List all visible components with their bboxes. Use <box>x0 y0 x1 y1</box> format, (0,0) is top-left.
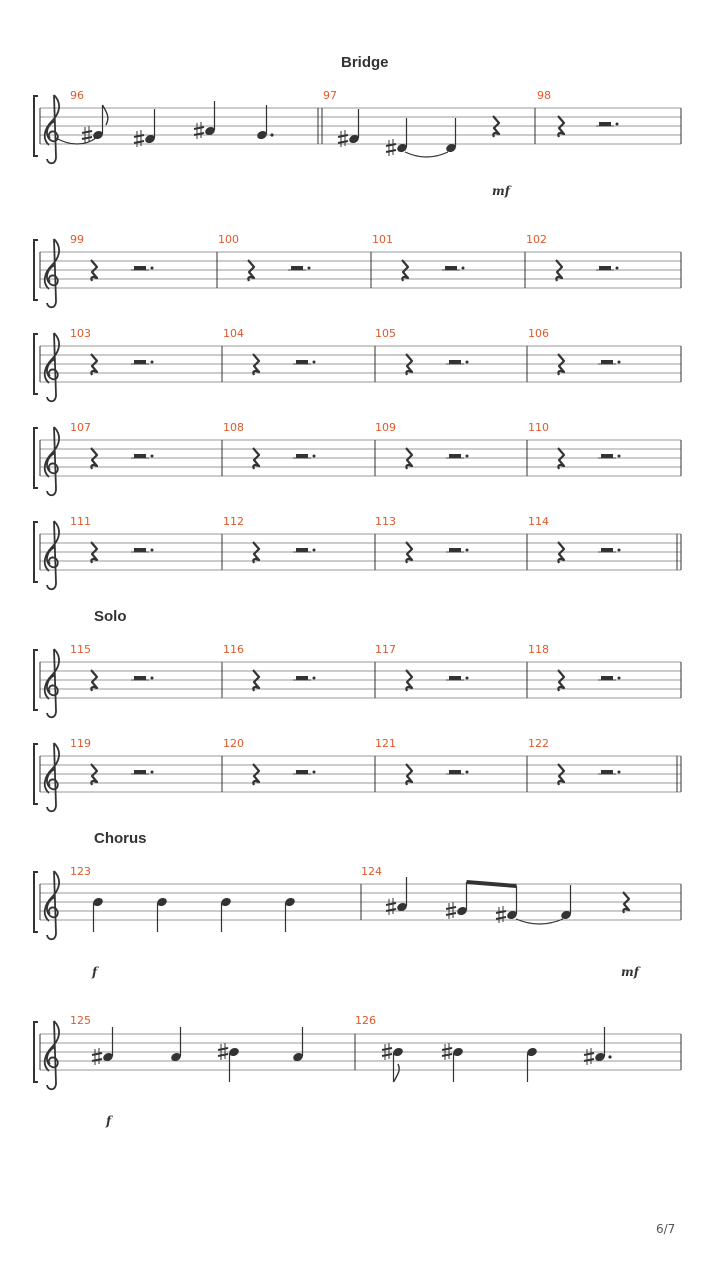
sharp-accidental <box>386 898 396 915</box>
measure-number: 98 <box>537 89 551 102</box>
section-title-solo: Solo <box>94 608 127 625</box>
measure-number: 99 <box>70 233 84 246</box>
measure-number: 122 <box>528 737 549 750</box>
system-bracket <box>34 334 38 394</box>
measure-number: 97 <box>323 89 337 102</box>
measure-number: 114 <box>528 515 549 528</box>
treble-clef-icon <box>45 871 59 939</box>
note-beam <box>467 882 517 886</box>
sharp-accidental <box>584 1048 594 1065</box>
treble-clef-icon <box>45 95 59 163</box>
measure-number: 120 <box>223 737 244 750</box>
sharp-accidental <box>386 139 396 156</box>
measure-number: 108 <box>223 421 244 434</box>
dotted-half-rest <box>446 454 469 458</box>
treble-clef-icon <box>45 521 59 589</box>
dotted-half-rest <box>131 676 154 680</box>
dotted-half-rest <box>446 770 469 774</box>
dotted-half-rest <box>288 266 311 270</box>
sharp-accidental <box>194 122 204 139</box>
dotted-half-rest <box>596 266 619 270</box>
dotted-half-rest <box>131 548 154 552</box>
measure-number: 121 <box>375 737 396 750</box>
system-bracket <box>34 1022 38 1082</box>
system-bracket <box>34 96 38 156</box>
measure-number: 104 <box>223 327 244 340</box>
treble-clef-icon <box>45 333 59 401</box>
treble-clef-icon <box>45 743 59 811</box>
dynamic-marking: mf <box>492 184 510 198</box>
dotted-half-rest <box>598 770 621 774</box>
note-flag <box>394 1064 400 1082</box>
measure-number: 117 <box>375 643 396 656</box>
section-title-bridge: Bridge <box>341 54 389 71</box>
dotted-half-rest <box>446 676 469 680</box>
measure-number: 111 <box>70 515 91 528</box>
treble-clef-icon <box>45 239 59 307</box>
dotted-half-rest <box>598 454 621 458</box>
dotted-half-rest <box>293 676 316 680</box>
measure-number: 102 <box>526 233 547 246</box>
system-bracket <box>34 428 38 488</box>
measure-number: 107 <box>70 421 91 434</box>
dotted-half-rest <box>131 770 154 774</box>
tie <box>405 152 448 157</box>
measure-number: 116 <box>223 643 244 656</box>
dotted-half-rest <box>596 122 619 126</box>
system-bracket <box>34 240 38 300</box>
treble-clef-icon <box>45 649 59 717</box>
system-bracket <box>34 744 38 804</box>
measure-number: 109 <box>375 421 396 434</box>
measure-number: 96 <box>70 89 84 102</box>
measure-number: 110 <box>528 421 549 434</box>
measure-number: 101 <box>372 233 393 246</box>
dotted-half-rest <box>446 548 469 552</box>
note-dot <box>270 133 273 136</box>
dynamic-marking: f <box>106 1114 112 1128</box>
measure-number: 113 <box>375 515 396 528</box>
dotted-half-rest <box>598 360 621 364</box>
note-dot <box>608 1055 611 1058</box>
dotted-half-rest <box>293 548 316 552</box>
measure-number: 115 <box>70 643 91 656</box>
measure-number: 103 <box>70 327 91 340</box>
measure-number: 105 <box>375 327 396 340</box>
treble-clef-icon <box>45 427 59 495</box>
measure-number: 112 <box>223 515 244 528</box>
section-title-chorus: Chorus <box>94 830 147 847</box>
measure-number: 125 <box>70 1014 91 1027</box>
measure-number: 119 <box>70 737 91 750</box>
treble-clef-icon <box>45 1021 59 1089</box>
dynamic-marking: mf <box>621 965 639 979</box>
measure-number: 123 <box>70 865 91 878</box>
page-number: 6/7 <box>656 1222 676 1236</box>
dotted-half-rest <box>598 548 621 552</box>
measure-number: 106 <box>528 327 549 340</box>
dotted-half-rest <box>131 266 154 270</box>
dotted-half-rest <box>442 266 465 270</box>
dotted-half-rest <box>293 360 316 364</box>
sharp-accidental <box>92 1048 102 1065</box>
system-bracket <box>34 872 38 932</box>
dynamic-marking: f <box>92 965 98 979</box>
dotted-half-rest <box>293 454 316 458</box>
measure-number: 124 <box>361 865 382 878</box>
dotted-half-rest <box>293 770 316 774</box>
system-bracket <box>34 650 38 710</box>
measure-number: 126 <box>355 1014 376 1027</box>
tie <box>56 138 96 144</box>
dotted-half-rest <box>131 360 154 364</box>
dotted-half-rest <box>131 454 154 458</box>
dotted-half-rest <box>598 676 621 680</box>
system-bracket <box>34 522 38 582</box>
dotted-half-rest <box>446 360 469 364</box>
measure-number: 100 <box>218 233 239 246</box>
measure-number: 118 <box>528 643 549 656</box>
